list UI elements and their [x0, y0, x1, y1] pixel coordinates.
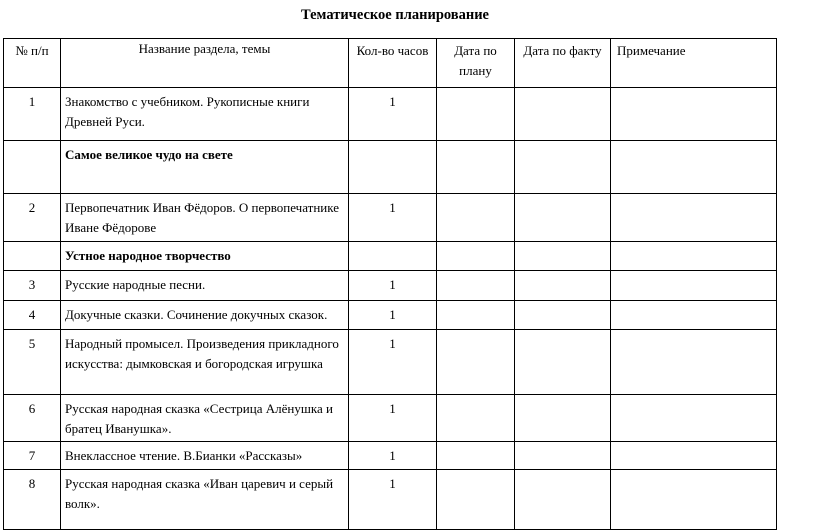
- row-note: [611, 301, 777, 330]
- header-hours: Кол-во часов: [349, 39, 437, 88]
- row-num: 8: [4, 470, 61, 530]
- row-num: 1: [4, 88, 61, 141]
- row-plan-date: [437, 301, 515, 330]
- table-row: [4, 395, 777, 442]
- row-note: [611, 141, 777, 194]
- row-hours: 1: [349, 301, 437, 330]
- row-note: [611, 194, 777, 242]
- row-hours: 1: [349, 271, 437, 301]
- table-row: [4, 88, 777, 141]
- table-row: [4, 271, 777, 301]
- table-row: [4, 194, 777, 242]
- row-note: [611, 330, 777, 395]
- row-plan-date: [437, 271, 515, 301]
- row-note: [611, 242, 777, 271]
- row-hours: 1: [349, 442, 437, 470]
- row-plan-date: [437, 194, 515, 242]
- table-row: [4, 301, 777, 330]
- header-name: Название раздела, темы: [61, 39, 349, 88]
- row-fact-date: [515, 242, 611, 271]
- row-hours: [349, 141, 437, 194]
- section-title: Самое великое чудо на свете: [61, 141, 349, 194]
- row-num: 7: [4, 442, 61, 470]
- row-fact-date: [515, 301, 611, 330]
- row-num: 4: [4, 301, 61, 330]
- row-topic: Русская народная сказка «Сестрица Алёнушка и братец Иванушка».: [61, 395, 349, 442]
- row-note: [611, 88, 777, 141]
- row-hours: 1: [349, 330, 437, 395]
- row-plan-date: [437, 470, 515, 530]
- row-fact-date: [515, 330, 611, 395]
- header-num: № п/п: [4, 39, 61, 88]
- row-num: 6: [4, 395, 61, 442]
- row-plan-date: [437, 242, 515, 271]
- row-plan-date: [437, 88, 515, 141]
- table-header-row: [4, 39, 777, 88]
- row-hours: 1: [349, 395, 437, 442]
- row-topic: Докучные сказки. Сочинение докучных сказок.: [61, 301, 349, 330]
- header-note: Примечание: [611, 39, 777, 88]
- row-fact-date: [515, 88, 611, 141]
- row-note: [611, 470, 777, 530]
- row-topic: Внеклассное чтение. В.Бианки «Рассказы»: [61, 442, 349, 470]
- section-title: Устное народное творчество: [61, 242, 349, 271]
- row-plan-date: [437, 141, 515, 194]
- row-num: [4, 141, 61, 194]
- table-row: [4, 330, 777, 395]
- row-num: 3: [4, 271, 61, 301]
- row-hours: [349, 242, 437, 271]
- row-topic: Народный промысел. Произведения прикладного искусства: дымковская и богородская игрушка: [61, 330, 349, 395]
- row-hours: 1: [349, 88, 437, 141]
- row-fact-date: [515, 194, 611, 242]
- row-fact-date: [515, 442, 611, 470]
- table-row: [4, 470, 777, 530]
- row-topic: Знакомство с учебником. Рукописные книги Древней Руси.: [61, 88, 349, 141]
- row-fact-date: [515, 395, 611, 442]
- row-topic: Русские народные песни.: [61, 271, 349, 301]
- row-note: [611, 395, 777, 442]
- row-fact-date: [515, 271, 611, 301]
- row-plan-date: [437, 330, 515, 395]
- row-num: 2: [4, 194, 61, 242]
- row-topic: Первопечатник Иван Фёдоров. О первопечатнике Иване Фёдорове: [61, 194, 349, 242]
- row-hours: 1: [349, 470, 437, 530]
- row-num: 5: [4, 330, 61, 395]
- section-row: [4, 141, 777, 194]
- header-fact-date: Дата по факту: [515, 39, 611, 88]
- document-title: Тематическое планирование: [300, 7, 489, 23]
- header-plan-date: Дата по плану: [437, 39, 515, 88]
- table-row: [4, 442, 777, 470]
- row-fact-date: [515, 470, 611, 530]
- row-plan-date: [437, 395, 515, 442]
- row-plan-date: [437, 442, 515, 470]
- row-topic: Русская народная сказка «Иван царевич и серый волк».: [61, 470, 349, 530]
- row-fact-date: [515, 141, 611, 194]
- section-row: [4, 242, 777, 271]
- row-note: [611, 271, 777, 301]
- planning-table: [3, 38, 777, 530]
- row-hours: 1: [349, 194, 437, 242]
- row-num: [4, 242, 61, 271]
- row-note: [611, 442, 777, 470]
